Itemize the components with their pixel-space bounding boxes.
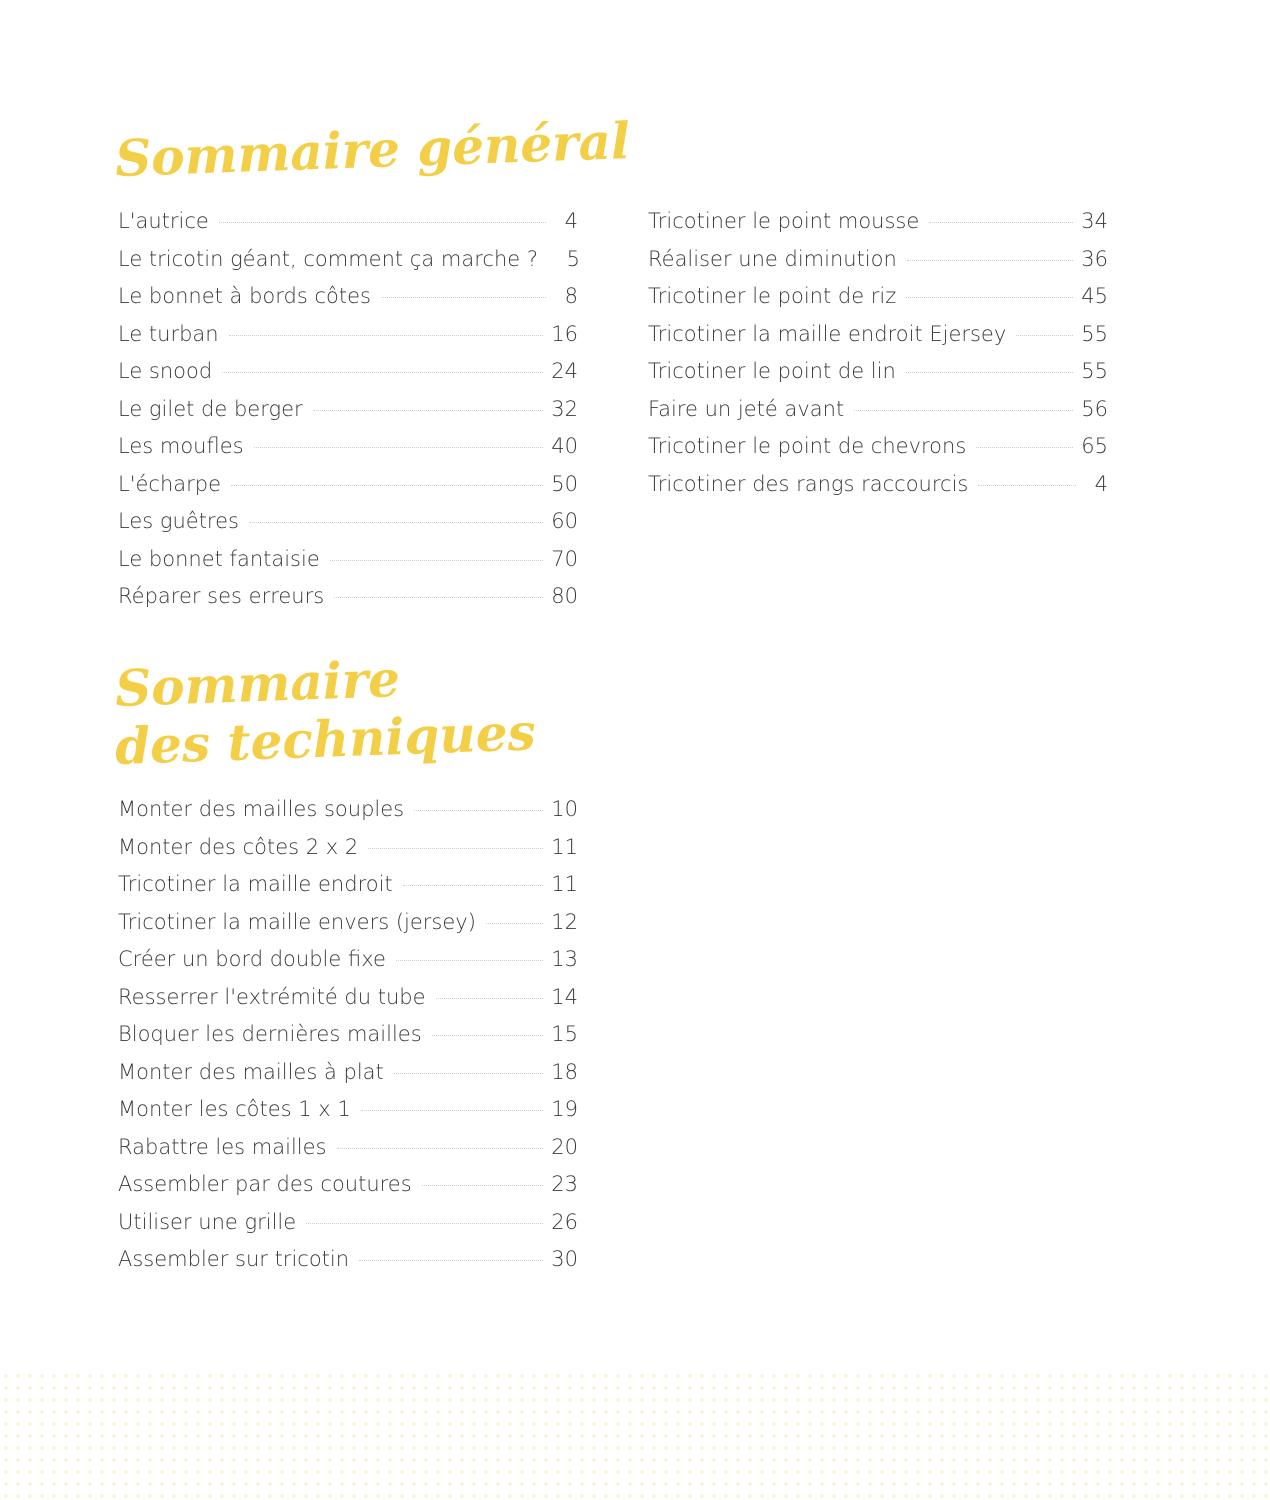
toc-entry-page-number: 8 — [564, 284, 578, 308]
toc-entry[interactable] — [118, 1166, 578, 1204]
sommaire-techniques-title-line2: des techniques — [114, 702, 537, 776]
toc-entry[interactable] — [118, 503, 578, 541]
toc-entry-label: Le snood — [118, 359, 213, 383]
toc-entry-label: Tricotiner le point de lin — [648, 359, 896, 383]
toc-entry[interactable] — [118, 904, 578, 942]
toc-entry[interactable] — [118, 866, 578, 904]
toc-entry[interactable] — [118, 466, 578, 504]
dotted-leader — [976, 447, 1073, 448]
dotted-leader — [978, 485, 1076, 486]
toc-entry-page-number: 32 — [551, 396, 578, 421]
dotted-leader — [414, 810, 543, 811]
toc-entry-page-number: 4 — [1094, 471, 1108, 496]
toc-techniques-list — [118, 791, 578, 1279]
dotted-leader — [361, 1110, 543, 1111]
toc-entry-label: Faire un jeté avant — [648, 396, 845, 421]
toc-entry-label: Réparer ses erreurs — [118, 584, 325, 608]
toc-entry-page-number: 70 — [551, 546, 578, 571]
toc-general-left-list — [118, 203, 578, 616]
dotted-leader — [906, 297, 1073, 298]
toc-entry-page-number: 26 — [551, 1209, 578, 1234]
toc-entry[interactable] — [118, 316, 578, 354]
toc-entry-label: Le bonnet à bords côtes — [118, 284, 371, 308]
dotted-leader — [330, 560, 544, 561]
toc-entry-label: L'écharpe — [118, 471, 222, 496]
toc-entry[interactable] — [118, 278, 578, 316]
toc-entry-page-number: 20 — [551, 1134, 578, 1159]
toc-entry-label: Tricotiner la maille envers (jersey) — [118, 909, 476, 934]
toc-entry[interactable] — [118, 1091, 578, 1129]
toc-entry-page-number: 60 — [551, 509, 578, 533]
toc-entry-page-number: 16 — [551, 321, 578, 346]
sommaire-general-title: Sommaire général — [114, 111, 631, 188]
toc-entry-label: Les guêtres — [118, 509, 239, 533]
toc-entry-label: Monter des mailles à plat — [118, 1059, 384, 1084]
toc-entry-page-number: 14 — [551, 984, 578, 1009]
toc-entry-label: Le gilet de berger — [118, 396, 303, 421]
dotted-leader — [337, 1148, 544, 1149]
toc-entry[interactable] — [118, 428, 578, 466]
toc-entry[interactable] — [118, 353, 578, 391]
toc-entry-page-number: 34 — [1081, 209, 1108, 233]
toc-entry[interactable] — [118, 1016, 578, 1054]
toc-entry[interactable] — [118, 541, 578, 579]
toc-entry-label: Monter les côtes 1 x 1 — [118, 1097, 351, 1121]
sommaire-techniques-title-line1: Sommaire — [114, 649, 401, 718]
toc-entry[interactable] — [648, 466, 1108, 504]
toc-entry-label: Rabattre les mailles — [118, 1134, 327, 1159]
dotted-leader — [436, 998, 544, 999]
toc-entry[interactable] — [118, 941, 578, 979]
toc-entry-page-number: 40 — [551, 434, 578, 458]
toc-entry-label: Utiliser une grille — [118, 1209, 297, 1234]
toc-entry[interactable] — [118, 203, 578, 241]
toc-entry[interactable] — [648, 316, 1108, 354]
toc-entry[interactable] — [118, 1054, 578, 1092]
toc-entry[interactable] — [118, 241, 578, 279]
toc-entry[interactable] — [648, 278, 1108, 316]
toc-entry-label: Le tricotin géant, comment ça marche ? — [118, 246, 538, 271]
dotted-leader — [854, 410, 1073, 411]
toc-general-right-list — [648, 203, 1108, 503]
toc-entry-label: Tricotiner la maille endroit — [118, 872, 393, 896]
dotted-leader — [907, 260, 1073, 261]
toc-entry[interactable] — [118, 791, 578, 829]
toc-entry-label: Assembler sur tricotin — [118, 1247, 350, 1271]
toc-entry-page-number: 10 — [551, 797, 578, 821]
dotted-leader — [394, 1073, 543, 1074]
toc-entry[interactable] — [648, 391, 1108, 429]
toc-entry[interactable] — [118, 829, 578, 867]
toc-entry-label: Tricotiner le point mousse — [648, 209, 920, 233]
toc-entry-label: Le turban — [118, 321, 219, 346]
toc-entry-page-number: 23 — [551, 1172, 578, 1196]
toc-entry[interactable] — [118, 391, 578, 429]
toc-entry-label: L'autrice — [118, 209, 209, 233]
dotted-leader — [403, 885, 544, 886]
toc-entry-label: Resserrer l'extrémité du tube — [118, 984, 426, 1009]
toc-entry-label: Réaliser une diminution — [648, 246, 897, 271]
toc-entry[interactable] — [118, 578, 578, 616]
toc-entry-page-number: 36 — [1081, 246, 1108, 271]
dotted-leader — [334, 597, 543, 598]
toc-entry-page-number: 13 — [551, 947, 578, 971]
toc-entry-page-number: 11 — [551, 872, 578, 896]
toc-entry-label: Bloquer les dernières mailles — [118, 1022, 422, 1046]
toc-entry-page-number: 56 — [1081, 396, 1108, 421]
toc-entry-page-number: 80 — [551, 584, 578, 608]
toc-entry-page-number: 5 — [566, 246, 580, 271]
toc-entry[interactable] — [648, 353, 1108, 391]
toc-entry-page-number: 65 — [1081, 434, 1108, 458]
dotted-pattern-footer — [0, 1370, 1270, 1500]
dotted-leader — [396, 960, 543, 961]
toc-entry-page-number: 18 — [551, 1059, 578, 1084]
toc-entry-page-number: 55 — [1081, 321, 1108, 346]
toc-entry-label: Monter des mailles souples — [118, 797, 405, 821]
toc-entry-page-number: 11 — [551, 834, 578, 859]
toc-entry-label: Tricotiner le point de riz — [648, 284, 897, 308]
toc-entry[interactable] — [118, 979, 578, 1017]
dotted-leader — [486, 923, 543, 924]
toc-entry-page-number: 15 — [551, 1022, 578, 1046]
toc-entry[interactable] — [648, 241, 1108, 279]
toc-entry-page-number: 30 — [551, 1247, 578, 1271]
toc-entry-label: Assembler par des coutures — [118, 1172, 412, 1196]
toc-entry-page-number: 4 — [564, 209, 578, 233]
dotted-leader — [368, 848, 543, 849]
dotted-leader — [422, 1185, 544, 1186]
toc-entry-label: Les moufles — [118, 434, 244, 458]
toc-entry-page-number: 50 — [551, 471, 578, 496]
dotted-leader — [929, 222, 1073, 223]
dotted-leader — [381, 297, 546, 298]
toc-entry-label: Tricotiner la maille endroit Ejersey — [648, 321, 1007, 346]
dotted-leader — [432, 1035, 544, 1036]
toc-entry[interactable] — [648, 428, 1108, 466]
dotted-leader — [231, 485, 543, 486]
dotted-leader — [249, 522, 543, 523]
dotted-leader — [1016, 335, 1073, 336]
toc-entry[interactable] — [118, 1241, 578, 1279]
toc-entry-label: Monter des côtes 2 x 2 — [118, 834, 359, 859]
dotted-leader — [359, 1260, 543, 1261]
toc-entry[interactable] — [648, 203, 1108, 241]
toc-entry-label: Tricotiner le point de chevrons — [648, 434, 967, 458]
dotted-leader — [306, 1223, 543, 1224]
toc-entry-label: Créer un bord double fixe — [118, 947, 386, 971]
dotted-leader — [222, 372, 543, 373]
toc-entry-label: Le bonnet fantaisie — [118, 546, 320, 571]
dotted-leader — [229, 335, 544, 336]
dotted-leader — [906, 372, 1073, 373]
toc-entry-page-number: 24 — [551, 359, 578, 383]
dotted-leader — [254, 447, 544, 448]
toc-entry-page-number: 19 — [551, 1097, 578, 1121]
toc-entry[interactable] — [118, 1204, 578, 1242]
toc-entry-label: Tricotiner des rangs raccourcis — [648, 471, 969, 496]
dotted-leader — [219, 222, 546, 223]
toc-entry-page-number: 55 — [1081, 359, 1108, 383]
toc-entry[interactable] — [118, 1129, 578, 1167]
toc-entry-page-number: 45 — [1081, 284, 1108, 308]
dotted-leader — [313, 410, 544, 411]
toc-entry-page-number: 12 — [551, 909, 578, 934]
